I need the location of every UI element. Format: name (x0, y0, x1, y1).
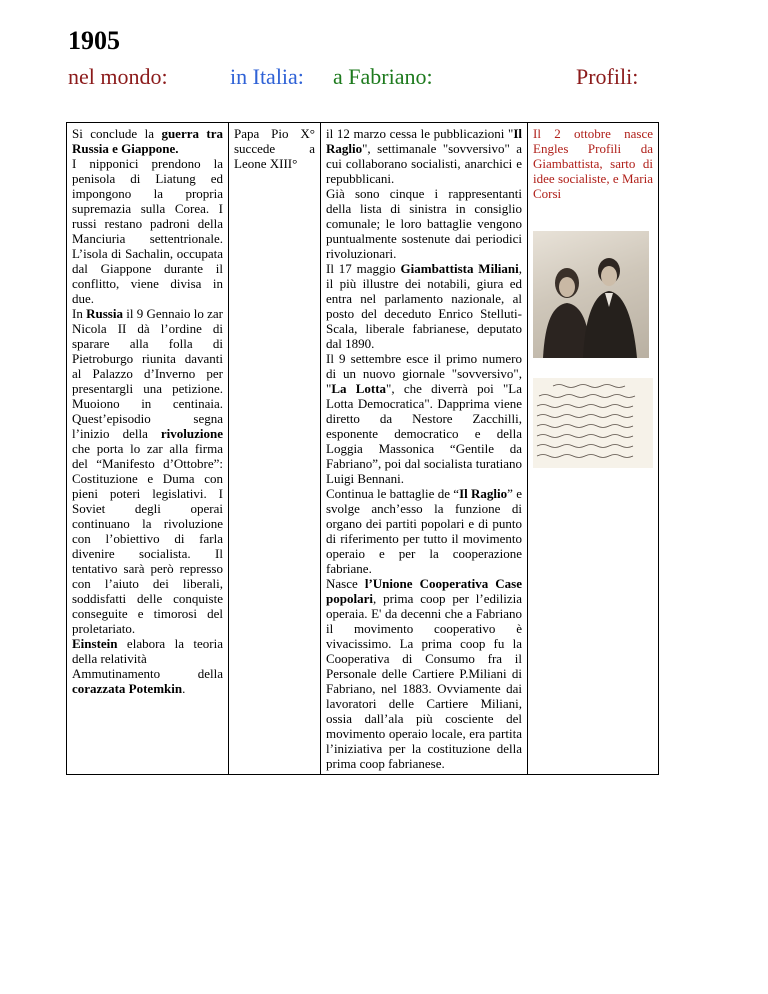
fabriano-bold: l’Unione Cooperativa Case popolari (326, 576, 522, 606)
fabriano-bold: Il Raglio (326, 126, 522, 156)
fabriano-text: ", che diverrà poi "La Lotta Democratica". Dapprima viene diretto da Nestore Zacchilli, esponente democratico e della Loggia Massonica “Gentile da Fabriano”, poi dal socialista turatiano Luigi Bennani. (326, 381, 522, 486)
fabriano-text: Già sono cinque i rappresentanti della lista di sinistra in consiglio comunale; le loro battaglie vengono puntualmente sostenute dai periodici rivoluzionari. (326, 186, 522, 261)
fabriano-text: Continua le battaglie de “ (326, 486, 460, 501)
fabriano-text: ", settimanale "sovversivo" a cui collaborano socialisti, anarchici e repubblicani. (326, 141, 522, 186)
mondo-bold: guerra tra Russia e Giappone. (72, 126, 224, 156)
mondo-text: . (182, 681, 186, 696)
fabriano-text: Nasce (326, 576, 365, 591)
header-italia: in Italia: (230, 64, 304, 89)
header-mondo: nel mondo: (68, 64, 168, 89)
cell-italia (229, 123, 321, 775)
fabriano-bold: Il Raglio (459, 486, 508, 501)
mondo-bold: corazzata Potemkin (72, 681, 183, 696)
fabriano-bold: La Lotta (331, 381, 387, 396)
mondo-text: Si conclude la (72, 126, 162, 141)
couple-photo (533, 231, 649, 358)
italia-text: Papa Pio X° succede a Leone XIII° (234, 126, 315, 171)
fabriano-bold: Giambattista Miliani (400, 261, 519, 276)
header-profili: Profili: (576, 64, 639, 89)
cell-mondo (67, 123, 229, 775)
mondo-bold: Einstein (72, 636, 118, 651)
events-table (66, 122, 659, 775)
fabriano-text: Il 17 maggio (326, 261, 401, 276)
mondo-bold: rivoluzione (160, 426, 223, 441)
mondo-text: elabora la teoria della relatività (72, 636, 223, 666)
profili-text: Il 2 ottobre nasce Engles Profili da Giambattista, sarto di idee socialiste, e Maria Corsi (533, 126, 653, 201)
handwritten-document (533, 378, 653, 468)
mondo-bold: Russia (86, 306, 123, 321)
cell-fabriano (321, 123, 528, 775)
fabriano-text: Il 9 settembre esce il primo numero di un nuovo giornale "sovversivo", " (326, 351, 522, 396)
mondo-text: I nipponici prendono la penisola di Liatung ed impongono la propria supremazia sulla Corea. I russi restano padroni della Manciuria settentrionale. L’isola di Sachalin, occupata dal Giappone durante il conflitto, viene divisa in due. (72, 156, 223, 306)
header-fabriano: a Fabriano: (333, 64, 433, 89)
fabriano-text: il 12 marzo cessa le pubblicazioni " (326, 126, 514, 141)
fabriano-text: , il più illustre dei notabili, giura ed entra nel parlamento nazionale, al posto del deceduto Enrico Stelluti-Scala, liberale fabrianese, deputato dal 1890. (326, 261, 523, 351)
events-row (67, 123, 659, 775)
mondo-text: che porta lo zar alla firma del “Manifesto d’Ottobre”: Costituzione e Duma con pieni poteri legislativi. I Soviet degli operai continuano la rivoluzione con l’obiettivo di farla divenire socialista. Il tentativo sarà però represso con l’aiuto dei liberali, soddisfatti delle conquiste conseguite e timorosi del proletariato. (72, 441, 223, 636)
fabriano-text: , prima coop per l’edilizia operaia. E' da decenni che a Fabriano il movimento cooperativo è vivacissimo. La prima coop fu la Cooperativa di Consumo fra il Personale delle Cartiere P.Miliani di Fabriano, nel 1883. Ovviamente dai lavoratori delle Cartiere Miliani, ossia dall’ala più cosciente del movimento operaio locale, era partita l’iniziativa per la costituzione della prima coop fabrianese. (326, 591, 522, 771)
mondo-text: il 9 Gennaio lo zar Nicola II dà l’ordine di sparare alla folla di Pietroburgo riunita davanti al Palazzo d’Inverno per presentargli una petizione. Muoiono in centinaia. Quest’episodio segna l’inizio della (72, 306, 223, 441)
fabriano-text: ” e svolge anch’esso la funzione di organo dei partiti popolari e di punto di riferimento per tutto il movimento operaio e per la cooperazione fabriane. (326, 486, 522, 576)
cell-profili (528, 123, 659, 775)
page-year: 1905 (68, 26, 120, 55)
mondo-text: In (72, 306, 87, 321)
mondo-text: Ammutinamento della (72, 666, 223, 681)
